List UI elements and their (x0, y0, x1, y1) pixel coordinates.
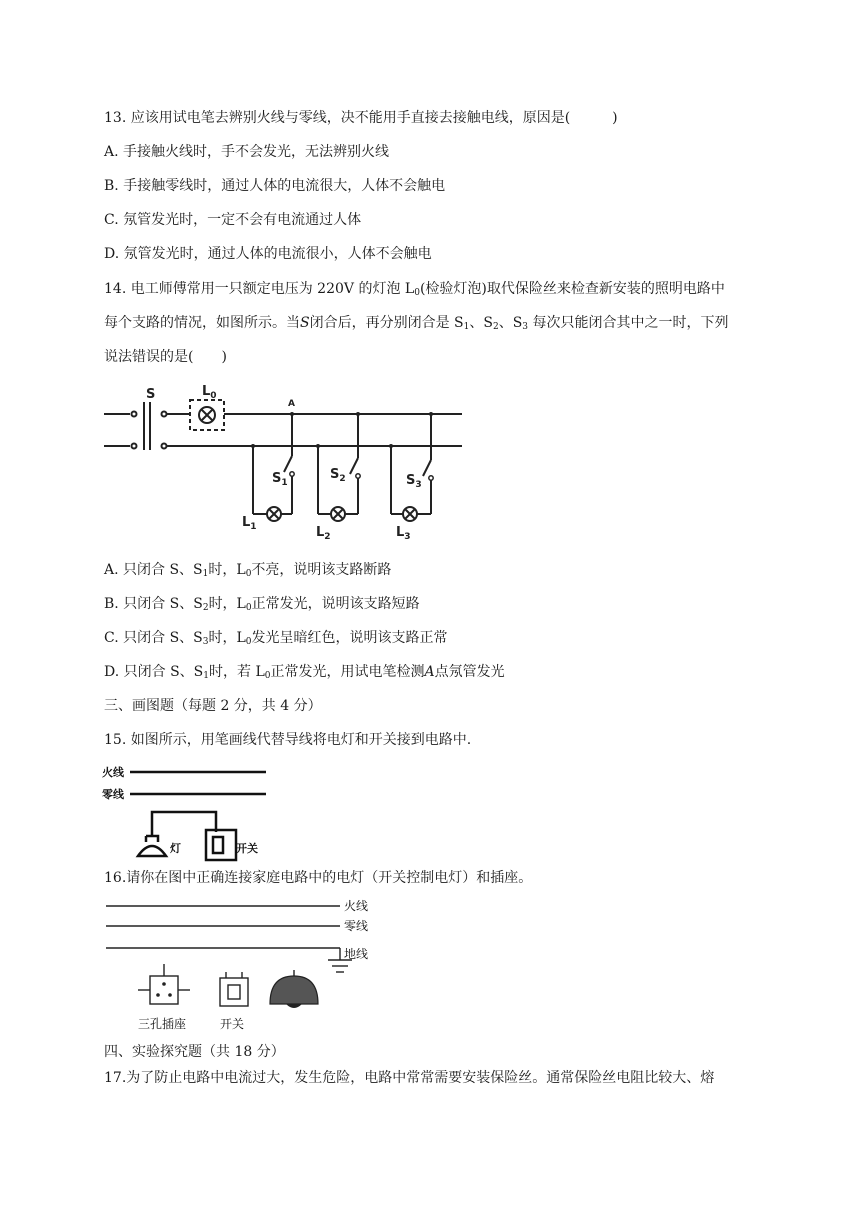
lamp-l2-label: $L_2$ (316, 525, 331, 542)
q16-neutral-label: 零线 (344, 919, 369, 933)
lamp-l1-label: $L_1$ (242, 515, 257, 532)
q15-lamp-label: 灯 (170, 842, 181, 855)
switch-s1-label: $S_1$ (272, 471, 288, 488)
q16-figure (100, 896, 390, 1036)
q14-circuit-figure (100, 378, 480, 546)
q14-option-b: B. 只闭合 S、$S_2$时，$L_0$正常发光，说明该支路短路 (104, 596, 420, 613)
q13-stem: 13. 应该用试电笔去辨别火线与零线，决不能用手直接去接触电线，原因是( ) (104, 110, 618, 126)
q15-neutral-label: 零线 (102, 788, 124, 801)
q13-option-b: B. 手接触零线时，通过人体的电流很大，人体不会触电 (104, 178, 446, 194)
q14-option-d: D. 只闭合 S、$S_1$时，若 $L_0$正常发光，用试电笔检测A点氖管发光 (104, 664, 505, 681)
q13-option-d: D. 氖管发光时，通过人体的电流很小，人体不会触电 (104, 246, 432, 262)
q13-option-c: C. 氖管发光时，一定不会有电流通过人体 (104, 212, 362, 228)
q17-stem: 17.为了防止电路中电流过大，发生危险，电路中常常需要安装保险丝。通常保险丝电阻比较大、熔 (104, 1070, 715, 1086)
q15-figure (100, 760, 270, 864)
switch-s3-label: $S_3$ (406, 473, 422, 490)
section-4-heading: 四、实验探究题（共 18 分） (104, 1044, 285, 1060)
q14-stem-line1: 14. 电工师傅常用一只额定电压为 220V 的灯泡 $L_0$(检验灯泡)取代保险丝来检查新安装的照明电路中 (104, 281, 725, 298)
section-3-heading: 三、画图题（每题 2 分，共 4 分） (104, 698, 322, 714)
lamp-l0-label: $L_0$ (202, 384, 217, 401)
q15-fire-label: 火线 (102, 766, 124, 779)
q16-socket-label: 三孔插座 (138, 1017, 187, 1031)
q16-switch-label: 开关 (220, 1017, 245, 1031)
switch-s2-label: $S_2$ (330, 467, 346, 484)
q15-switch-label: 开关 (236, 842, 258, 855)
q14-option-a: A. 只闭合 S、$S_1$时，$L_0$不亮，说明该支路断路 (104, 562, 392, 579)
q15-stem: 15. 如图所示，用笔画线代替导线将电灯和开关接到电路中. (104, 732, 472, 748)
q16-ground-label: 地线 (344, 947, 369, 961)
q16-stem: 16.请你在图中正确连接家庭电路中的电灯（开关控制电灯）和插座。 (104, 870, 533, 886)
q14-option-c: C. 只闭合 S、$S_3$时，$L_0$发光呈暗红色，说明该支路正常 (104, 630, 448, 647)
q14-stem-line2: 每个支路的情况，如图所示。当S闭合后，再分别闭合是 $S_1$、$S_2$、$S_3$ 每次只能闭合其中之一时，下列 (104, 315, 729, 332)
switch-s-label: S (146, 387, 156, 402)
point-a-label: A (288, 399, 295, 409)
q13-option-a: A. 手接触火线时，手不会发光，无法辨别火线 (104, 144, 390, 160)
q16-fire-label: 火线 (344, 899, 369, 913)
lamp-l3-label: $L_3$ (396, 525, 411, 542)
q14-stem-line3: 说法错误的是( ) (104, 349, 227, 365)
